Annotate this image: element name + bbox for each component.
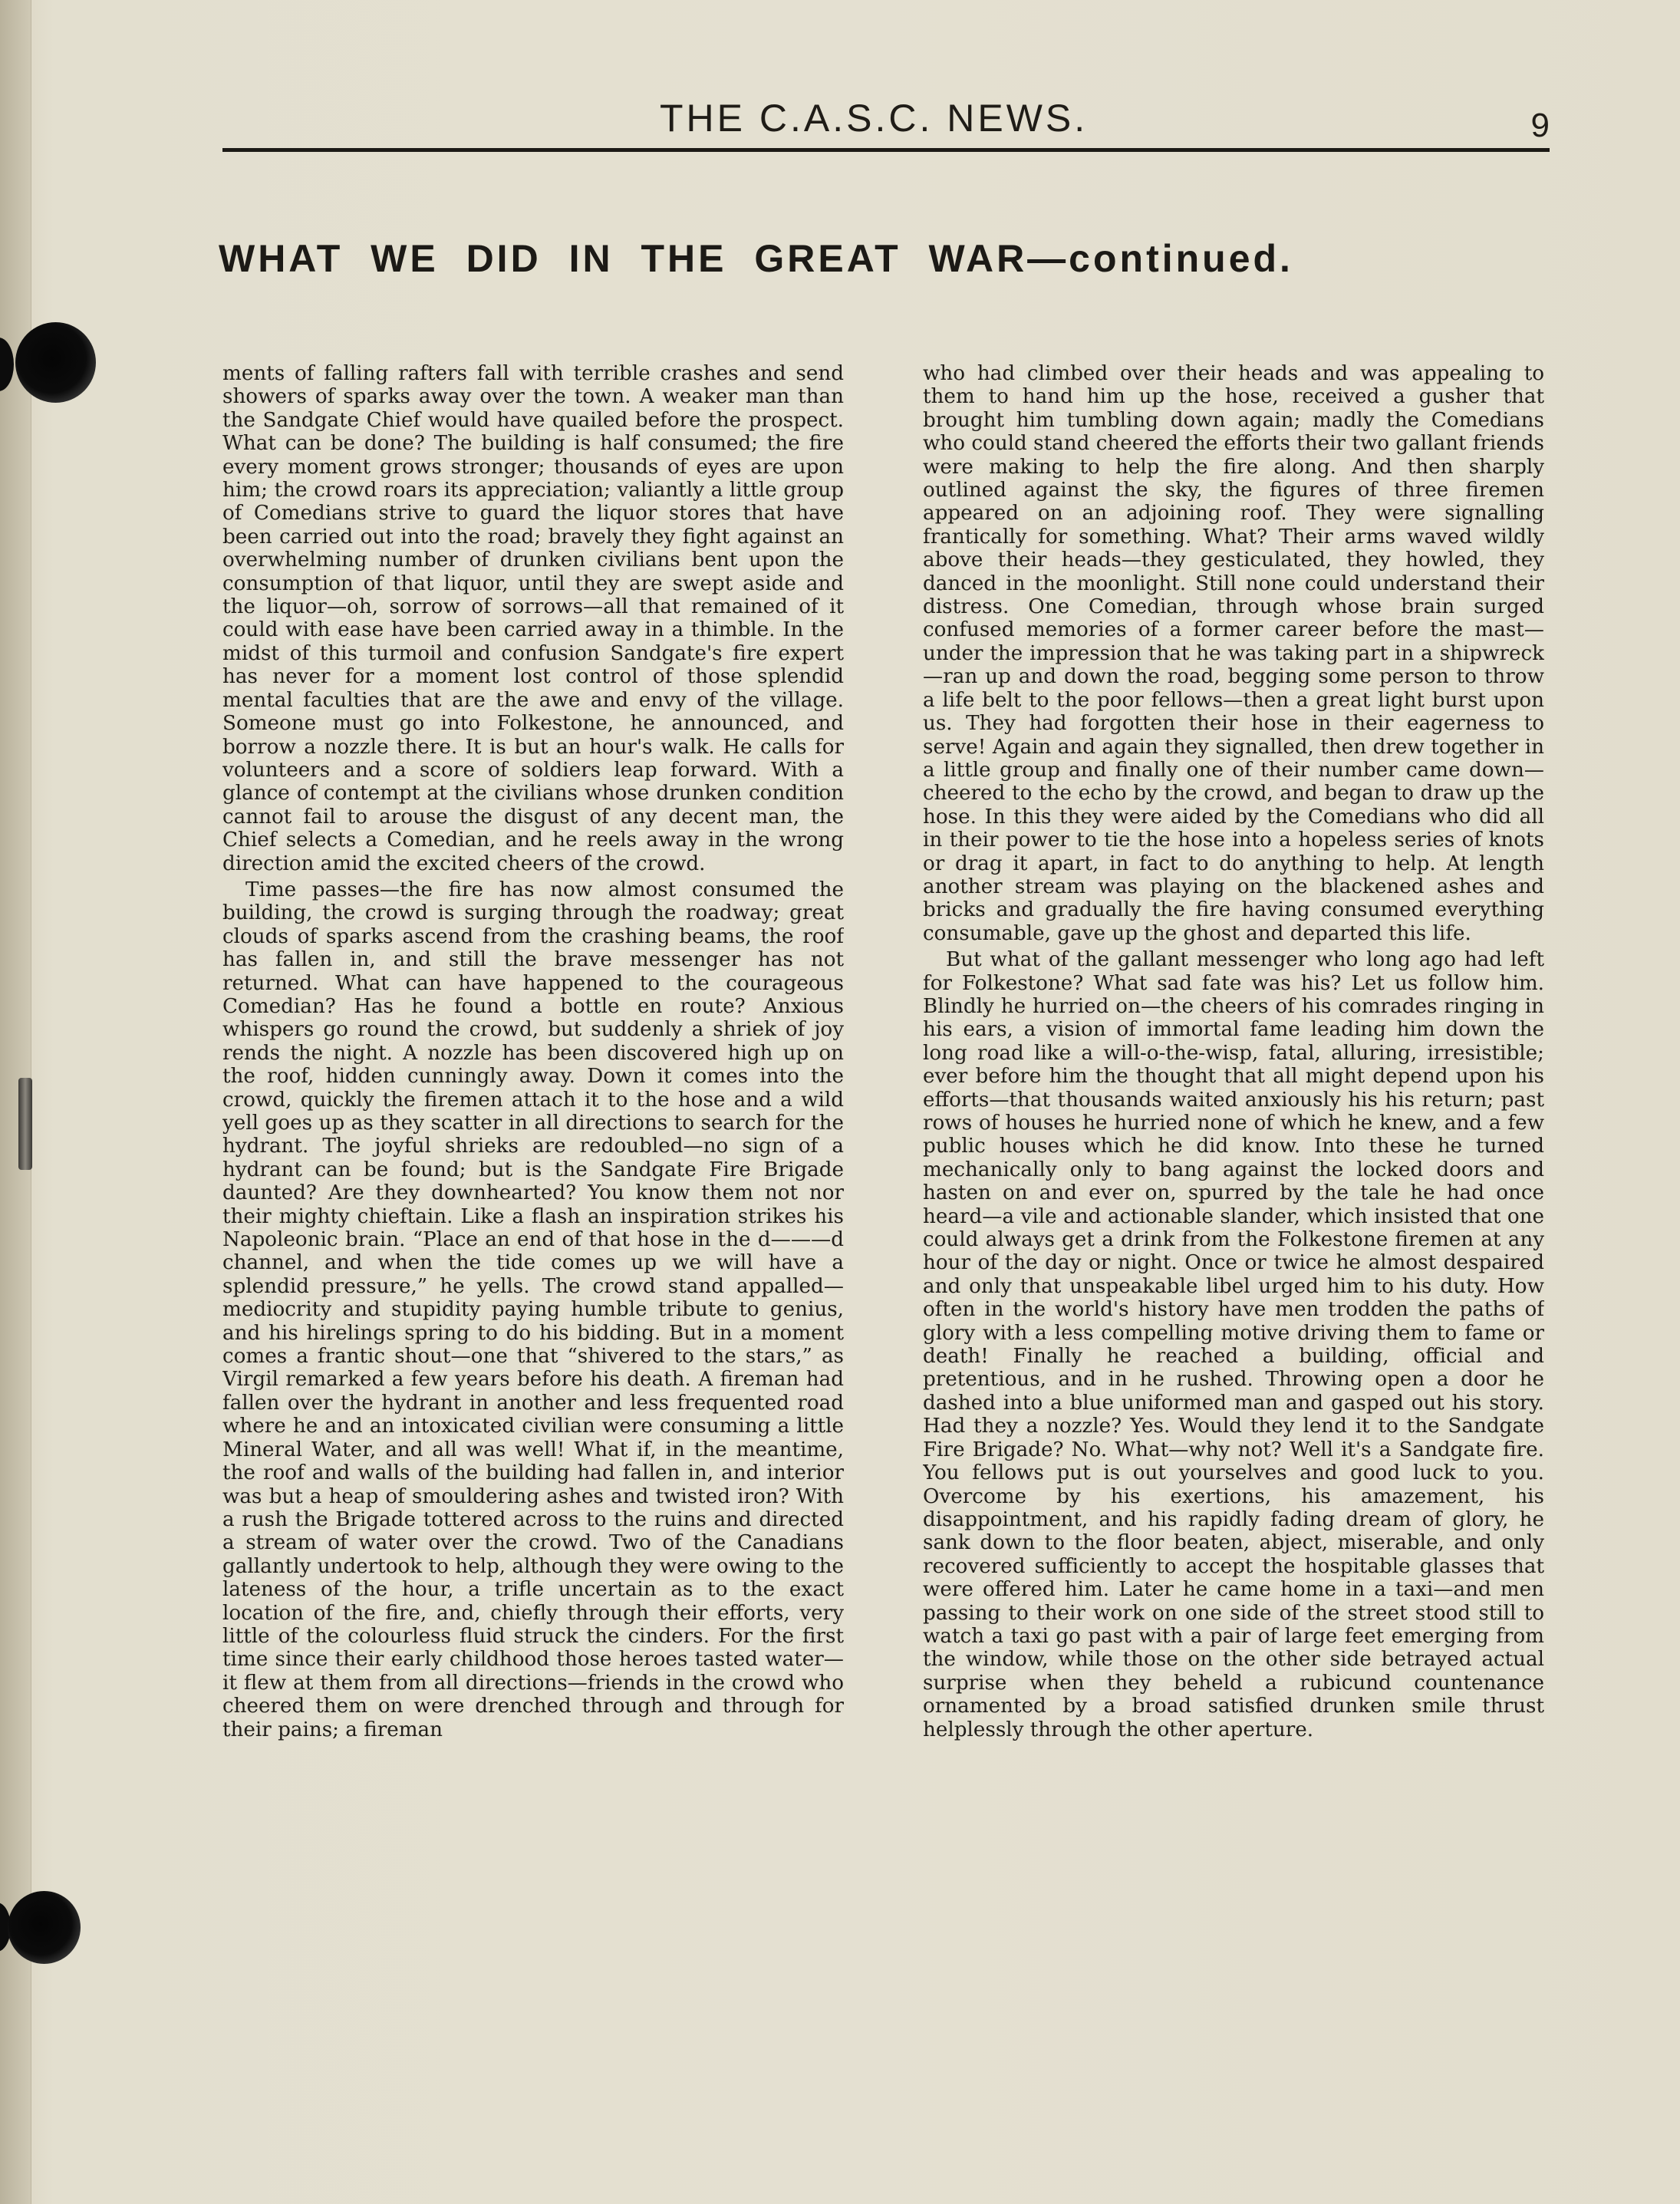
paragraph: who had climbed over their heads and was appealing to them to hand him up the hose, received a gusher that brought him tumbling down again; madly the Comedians who could stand cheered the efforts their two gallant friends were making to help the fire along. And then sharply outlined against the sky, the figures of three firemen appeared on an adjoining roof. They were signalling frantically for something. What? Their arms waved wildly above their heads—they gesticulated, they howled, they danced in the moonlight. Still none could understand their distress. One Comedian, through whose brain surged confused memories of a former career before the mast—under the impression that he was taking part in a shipwreck—ran up and down the road, begging some person to throw a life belt to the poor fellows—then a great light burst upon us. They had forgotten their hose in their eagerness to serve! Again and again they signalled, then drew together in a little group and finally one of their number came down—cheered to the echo by the crowd, and began to draw up the hose. In this they were aided by the Comedians who did all in their power to tie the hose into a hopeless series of knots or drag it apart, in fact to do anything to help. At length another stream was playing on the blackened ashes and bricks and gradually the fire having consumed everything consumable, gave up the ghost and departed this life. bbox=[923, 362, 1544, 945]
page-number: 9 bbox=[1530, 107, 1550, 144]
header-rule bbox=[222, 148, 1550, 152]
punch-hole-top bbox=[15, 322, 96, 403]
paragraph: But what of the gallant messenger who long ago had left for Folkestone? What sad fate was his? Let us follow him. Blindly he hurried on—the cheers of his comrades ringing in his ears, a vision of immortal fame leading him down the long road like a will-o-the-wisp, fatal, alluring, irresistible; ever before him the thought that all might depend upon his efforts—that thousands waited anxiously his his return; past rows of houses he hurried none of which he knew, and a few public houses which he did know. Into these he turned mechanically only to bang against the locked doors and hasten on and ever on, spurred by the tale he had once heard—a vile and actionable slander, which insisted that one could always get a drink from the Folkestone firemen at any hour of the day or night. Once or twice he almost despaired and only that unspeakable libel urged him to his duty. How often in the world's history have men trodden the paths of glory with a less compelling motive driving them to fame or death! Finally he reached a building, official and pretentious, and in he rushed. Throwing open a door he dashed into a blue uniformed man and gasped out his story. Had they a nozzle? Yes. Would they lend it to the Sandgate Fire Brigade? No. What—why not? Well it's a Sandgate fire. You fellows put is out yourselves and good luck to you. Overcome by his exertions, his amazement, his disappointment, and his rapidly fading dream of glory, he sank down to the floor beaten, abject, miserable, and only recovered sufficiently to accept the hospitable glasses that were offered him. Later he came home in a taxi—and men passing to their work on one side of the street stood still to watch a taxi go past with a pair of large feet emerging from the window, while those on the other side betrayed actual surprise when they beheld a rubicund countenance ornamented by a broad satisfied drunken smile thrust helplessly through the other aperture. bbox=[923, 948, 1544, 1741]
paragraph: Time passes—the fire has now almost consumed the building, the crowd is surging through the roadway; great clouds of sparks ascend from the crashing beams, the roof has fallen in, and still the brave messenger has not returned. What can have happened to the courageous Comedian? Has he found a bottle en route? Anxious whispers go round the crowd, but suddenly a shriek of joy rends the night. A nozzle has been discovered high up on the roof, hidden cunningly away. Down it comes into the crowd, quickly the firemen attach it to the hose and a wild yell goes up as they scatter in all directions to search for the hydrant. The joyful shrieks are redoubled—no sign of a hydrant can be found; but is the Sandgate Fire Brigade daunted? Are they downhearted? You know them not nor their mighty chieftain. Like a flash an inspiration strikes his Napoleonic brain. “Place an end of that hose in the d———d channel, and when the tide comes up we will have a splendid pressure,” he yells. The crowd stand appalled—mediocrity and stupidity paying humble tribute to genius, and his hirelings spring to do his bidding. But in a moment comes a frantic shout—one that “shivered to the stars,” as Virgil remarked a few years before his death. A fireman had fallen over the hydrant in another and less frequented road where he and an intoxicated civilian were consuming a little Mineral Water, and all was well! What if, in the meantime, the roof and walls of the building had fallen in, and interior was but a heap of smouldering ashes and twisted iron? With a rush the Brigade tottered across to the ruins and directed a stream of water over the crowd. Two of the Canadians gallantly undertook to help, although they were owing to the lateness of the hour, a trifle uncertain as to the exact location of the fire, and, chiefly through their efforts, very little of the colourless fluid struck the cinders. For the first time since their early childhood those heroes tasted water—it flew at them from all directions—friends in the crowd who cheered them on were drenched through and through for their pains; a fireman bbox=[222, 878, 844, 1741]
paragraph: ments of falling rafters fall with terrible crashes and send showers of sparks away over the town. A weaker man than the Sandgate Chief would have quailed before the prospect. What can be done? The building is half consumed; the fire every moment grows stronger; thousands of eyes are upon him; the crowd roars its appreciation; valiantly a little group of Comedians strive to guard the liquor stores that have been carried out into the road; bravely they fight against an overwhelming number of drunken civilians bent upon the consumption of that liquor, until they are swept aside and the liquor—oh, sorrow of sorrows—all that remained of it could with ease have been carried away in a thimble. In the midst of this turmoil and confusion Sandgate's fire expert has never for a moment lost control of those splendid mental faculties that are the awe and envy of the village. Someone must go into Folkestone, he announced, and borrow a nozzle there. It is but an hour's walk. He calls for volunteers and a score of soldiers leap forward. With a glance of contempt at the civilians whose drunken condition cannot fail to arouse the disgust of any decent man, the Chief selects a Comedian, and he reels away in the wrong direction amid the excited cheers of the crowd. bbox=[222, 362, 844, 875]
article-column-right bbox=[923, 362, 1544, 2088]
publication-title: THE C.A.S.C. NEWS. bbox=[660, 97, 1089, 140]
article-title: WHAT WE DID IN THE GREAT WAR—continued. bbox=[219, 237, 1293, 280]
running-header bbox=[222, 96, 1550, 150]
binding-staple bbox=[18, 1078, 32, 1170]
article-column-left bbox=[222, 362, 844, 2088]
punch-hole-bottom bbox=[8, 1891, 81, 1964]
